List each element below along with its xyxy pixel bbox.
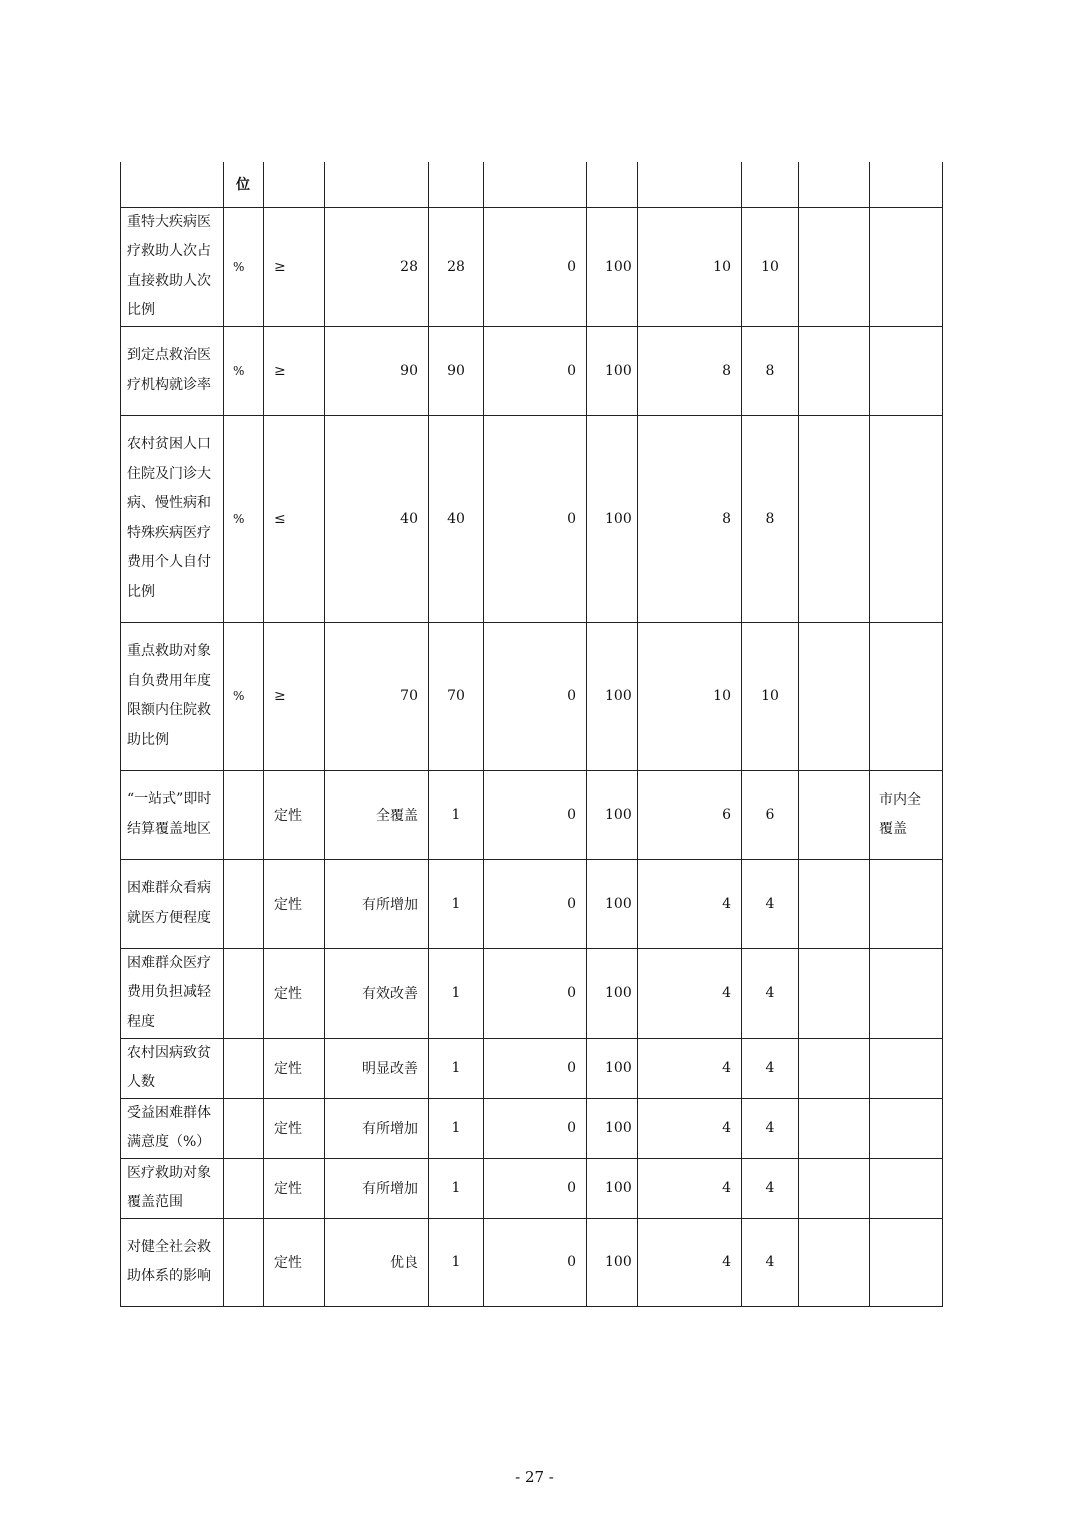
table-row	[121, 1098, 943, 1158]
score-cell: 4	[742, 1098, 799, 1158]
value-cell: 100	[587, 1158, 638, 1218]
type-cell: 定性	[264, 1038, 325, 1098]
target-cell: 40	[325, 415, 429, 622]
table-cell	[264, 162, 325, 207]
note-cell	[870, 948, 943, 1038]
indicator-name: 医疗救助对象覆盖范围	[121, 1158, 224, 1218]
type-cell: 定性	[264, 948, 325, 1038]
table-cell	[121, 162, 224, 207]
indicator-name: 困难群众医疗费用负担减轻程度	[121, 948, 224, 1038]
table-row	[121, 207, 943, 326]
type-cell: ≥	[264, 326, 325, 415]
note-cell	[870, 1098, 943, 1158]
actual-cell: 1	[429, 770, 484, 859]
actual-cell: 70	[429, 622, 484, 770]
actual-cell: 1	[429, 1218, 484, 1306]
unit-cell	[224, 1038, 264, 1098]
weight-cell: 4	[638, 1038, 742, 1098]
note-cell	[870, 622, 943, 770]
page-number: - 27 -	[515, 1468, 554, 1486]
table-cell	[799, 1218, 870, 1306]
table-row	[121, 415, 943, 622]
score-cell: 4	[742, 948, 799, 1038]
value-cell: 0	[484, 207, 587, 326]
weight-cell: 4	[638, 1098, 742, 1158]
actual-cell: 28	[429, 207, 484, 326]
indicator-name: “一站式”即时结算覆盖地区	[121, 770, 224, 859]
score-cell: 10	[742, 207, 799, 326]
value-cell: 0	[484, 948, 587, 1038]
type-cell: 定性	[264, 1158, 325, 1218]
weight-cell: 4	[638, 1158, 742, 1218]
actual-cell: 1	[429, 948, 484, 1038]
value-cell: 0	[484, 1098, 587, 1158]
value-cell: 100	[587, 948, 638, 1038]
table-row	[121, 859, 943, 948]
table-row	[121, 622, 943, 770]
value-cell: 100	[587, 859, 638, 948]
target-cell: 全覆盖	[325, 770, 429, 859]
value-cell: 100	[587, 1098, 638, 1158]
table-cell	[799, 1158, 870, 1218]
table-cell	[799, 948, 870, 1038]
value-cell: 0	[484, 770, 587, 859]
value-cell: 0	[484, 1218, 587, 1306]
score-cell: 10	[742, 622, 799, 770]
actual-cell: 90	[429, 326, 484, 415]
score-cell: 4	[742, 1218, 799, 1306]
table-row	[121, 1218, 943, 1306]
note-cell	[870, 415, 943, 622]
target-cell: 90	[325, 326, 429, 415]
type-cell: 定性	[264, 1218, 325, 1306]
score-cell: 4	[742, 859, 799, 948]
table-cell	[484, 162, 587, 207]
unit-cell	[224, 1158, 264, 1218]
table-cell	[870, 162, 943, 207]
indicator-name: 重点救助对象自负费用年度限额内住院救助比例	[121, 622, 224, 770]
table-cell	[799, 326, 870, 415]
indicator-name: 重特大疾病医疗救助人次占直接救助人次比例	[121, 207, 224, 326]
type-cell: 定性	[264, 770, 325, 859]
table-row	[121, 770, 943, 859]
unit-cell: %	[224, 326, 264, 415]
table-cell	[799, 859, 870, 948]
note-cell	[870, 207, 943, 326]
target-cell: 有所增加	[325, 1158, 429, 1218]
table-row	[121, 326, 943, 415]
score-cell: 6	[742, 770, 799, 859]
table-cell	[799, 207, 870, 326]
value-cell: 100	[587, 1038, 638, 1098]
unit-cell	[224, 859, 264, 948]
indicator-name: 困难群众看病就医方便程度	[121, 859, 224, 948]
note-cell	[870, 326, 943, 415]
actual-cell: 1	[429, 1158, 484, 1218]
actual-cell: 1	[429, 859, 484, 948]
table-cell	[799, 415, 870, 622]
indicator-name: 农村贫困人口住院及门诊大病、慢性病和特殊疾病医疗费用个人自付比例	[121, 415, 224, 622]
value-cell: 100	[587, 326, 638, 415]
note-cell	[870, 1158, 943, 1218]
table-cell	[799, 162, 870, 207]
table-row	[121, 948, 943, 1038]
note-cell	[870, 1038, 943, 1098]
value-cell: 100	[587, 415, 638, 622]
type-cell: 定性	[264, 1098, 325, 1158]
value-cell: 100	[587, 207, 638, 326]
note-cell: 市内全覆盖	[870, 770, 943, 859]
unit-cell	[224, 948, 264, 1038]
unit-header-fragment: 位	[224, 162, 264, 207]
type-cell: ≤	[264, 415, 325, 622]
unit-cell: %	[224, 415, 264, 622]
target-cell: 优良	[325, 1218, 429, 1306]
actual-cell: 40	[429, 415, 484, 622]
indicator-name: 受益困难群体满意度（%）	[121, 1098, 224, 1158]
target-cell: 28	[325, 207, 429, 326]
indicator-name: 对健全社会救助体系的影响	[121, 1218, 224, 1306]
note-cell	[870, 1218, 943, 1306]
table-cell	[799, 1038, 870, 1098]
unit-cell: %	[224, 622, 264, 770]
weight-cell: 4	[638, 859, 742, 948]
weight-cell: 10	[638, 207, 742, 326]
indicator-name: 农村因病致贫人数	[121, 1038, 224, 1098]
table-cell	[429, 162, 484, 207]
value-cell: 0	[484, 326, 587, 415]
unit-cell	[224, 1218, 264, 1306]
target-cell: 明显改善	[325, 1038, 429, 1098]
unit-cell	[224, 770, 264, 859]
weight-cell: 6	[638, 770, 742, 859]
score-cell: 4	[742, 1038, 799, 1098]
score-cell: 4	[742, 1158, 799, 1218]
table-cell	[799, 1098, 870, 1158]
table-row	[121, 1158, 943, 1218]
value-cell: 100	[587, 622, 638, 770]
score-cell: 8	[742, 326, 799, 415]
target-cell: 70	[325, 622, 429, 770]
table-cell	[325, 162, 429, 207]
table-cell	[799, 622, 870, 770]
type-cell: ≥	[264, 207, 325, 326]
weight-cell: 4	[638, 948, 742, 1038]
indicator-name: 到定点救治医疗机构就诊率	[121, 326, 224, 415]
table-cell	[587, 162, 638, 207]
unit-cell	[224, 1098, 264, 1158]
value-cell: 0	[484, 1038, 587, 1098]
value-cell: 0	[484, 415, 587, 622]
actual-cell: 1	[429, 1038, 484, 1098]
value-cell: 0	[484, 1158, 587, 1218]
indicator-table	[120, 162, 943, 1307]
table-cell	[638, 162, 742, 207]
weight-cell: 10	[638, 622, 742, 770]
type-cell: 定性	[264, 859, 325, 948]
target-cell: 有所增加	[325, 859, 429, 948]
type-cell: ≥	[264, 622, 325, 770]
target-cell: 有效改善	[325, 948, 429, 1038]
value-cell: 100	[587, 1218, 638, 1306]
table-header-fragment-row	[121, 162, 943, 207]
table-cell	[742, 162, 799, 207]
table-row	[121, 1038, 943, 1098]
unit-cell: %	[224, 207, 264, 326]
value-cell: 100	[587, 770, 638, 859]
weight-cell: 8	[638, 326, 742, 415]
actual-cell: 1	[429, 1098, 484, 1158]
weight-cell: 8	[638, 415, 742, 622]
target-cell: 有所增加	[325, 1098, 429, 1158]
note-cell	[870, 859, 943, 948]
value-cell: 0	[484, 622, 587, 770]
table-cell	[799, 770, 870, 859]
score-cell: 8	[742, 415, 799, 622]
weight-cell: 4	[638, 1218, 742, 1306]
value-cell: 0	[484, 859, 587, 948]
